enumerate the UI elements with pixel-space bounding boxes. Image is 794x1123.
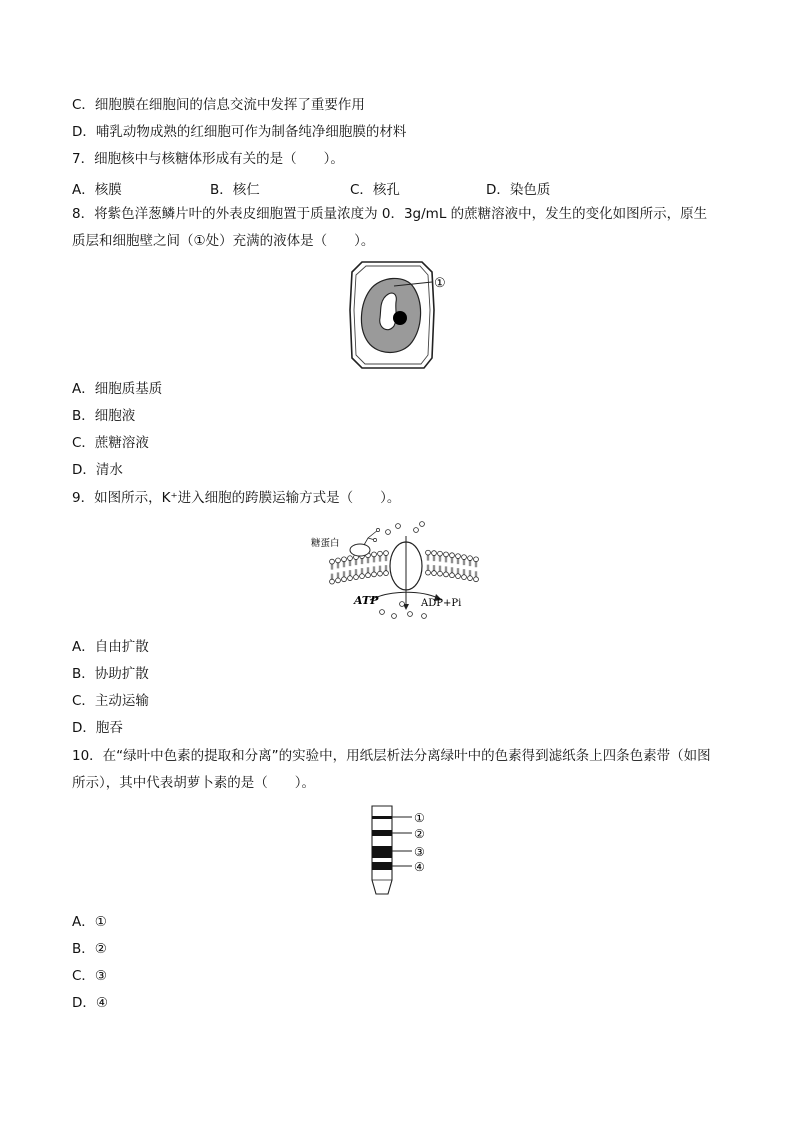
lipid-head [438,551,443,556]
pigment-band-2 [372,830,392,836]
glycoprotein-label: 糖蛋白 [311,538,340,549]
adp-label: ADP+Pi [421,598,462,609]
band-label-2: ② [414,827,425,841]
fig8-label: ① [434,276,446,291]
question-8-line-2: 质层和细胞壁之间（①处）充满的液体是（ ）。 [72,233,375,249]
option-d-q6: D．哺乳动物成熟的红细胞可作为制备纯净细胞膜的材料 [72,124,407,140]
lipid-head [372,552,377,557]
glycoprotein-chain [364,530,378,545]
chromatography-strip-figure [362,804,438,898]
lipid-head [462,575,467,580]
lipid-head [360,574,365,579]
lipid-head [366,573,371,578]
lipid-head [444,572,449,577]
lipid-head [330,579,335,584]
question-9: 9．如图所示，K⁺进入细胞的跨膜运输方式是（ ）。 [72,490,401,506]
pigment-band-4 [372,862,392,870]
lipid-head [372,572,377,577]
lipid-head [342,557,347,562]
pigment-band-3 [372,846,392,858]
membrane-transport-figure [310,520,490,620]
q10-option-d: D．④ [72,995,108,1011]
q8-option-b: B．细胞液 [72,408,136,424]
lipid-head [432,571,437,576]
lipid-head [474,557,479,562]
question-7: 7．细胞核中与核糖体形成有关的是（ ）。 [72,151,344,167]
lipid-head [378,571,383,576]
q7-option-b: B．核仁 [210,182,260,198]
lipid-head [348,556,353,561]
lipid-head [444,552,449,557]
lipid-head [354,575,359,580]
lipid-head [438,571,443,576]
q8-option-c: C．蔗糖溶液 [72,435,149,451]
q9-option-b: B．协助扩散 [72,666,149,682]
band-label-4: ④ [414,860,425,874]
nucleus [393,311,407,325]
atp-label: ATP [354,594,379,607]
lipid-head [336,578,341,583]
band-label-1: ① [414,811,425,825]
q7-option-c: C．核孔 [350,182,400,198]
q7-option-d: D．染色质 [486,182,551,198]
q10-option-c: C．③ [72,968,108,984]
q7-option-a: A．核膜 [72,182,122,198]
lipid-head [456,554,461,559]
lipid-head [474,577,479,582]
lipid-head [426,550,431,555]
lipid-head [378,551,383,556]
lipid-head [336,558,341,563]
plasmolysis-cell-figure [340,258,456,370]
lipid-head [468,556,473,561]
question-8-line-1: 8．将紫色洋葱鳞片叶的外表皮细胞置于质量浓度为 0．3g/mL 的蔗糖溶液中，发生的变化如图所示，原生 [72,206,708,222]
question-10-line-1: 10．在“绿叶中色素的提取和分离”的实验中，用纸层析法分离绿叶中的色素得到滤纸条上四条色素带（如图 [72,748,711,764]
lipid-head [384,551,389,556]
pigment-band-1 [372,816,392,819]
lipid-head [450,553,455,558]
q10-option-a: A．① [72,914,107,930]
lipid-head [426,570,431,575]
band-label-3: ③ [414,845,425,859]
lipid-head [462,555,467,560]
question-10-line-2: 所示），其中代表胡萝卜素的是（ ）。 [72,775,315,791]
lipid-head [384,571,389,576]
q9-option-d: D．胞吞 [72,720,123,736]
q10-option-b: B．② [72,941,107,957]
lipid-head [330,559,335,564]
lipid-head [432,551,437,556]
lipid-head [342,577,347,582]
q9-option-a: A．自由扩散 [72,639,149,655]
lipid-head [468,576,473,581]
option-c-q6: C．细胞膜在细胞间的信息交流中发挥了重要作用 [72,97,365,113]
lipid-head [456,574,461,579]
q8-option-d: D．清水 [72,462,123,478]
q7-options [72,178,712,196]
q8-option-a: A．细胞质基质 [72,381,163,397]
glycoprotein [350,544,370,556]
lipid-head [450,573,455,578]
q9-option-c: C．主动运输 [72,693,149,709]
lipid-head [348,576,353,581]
